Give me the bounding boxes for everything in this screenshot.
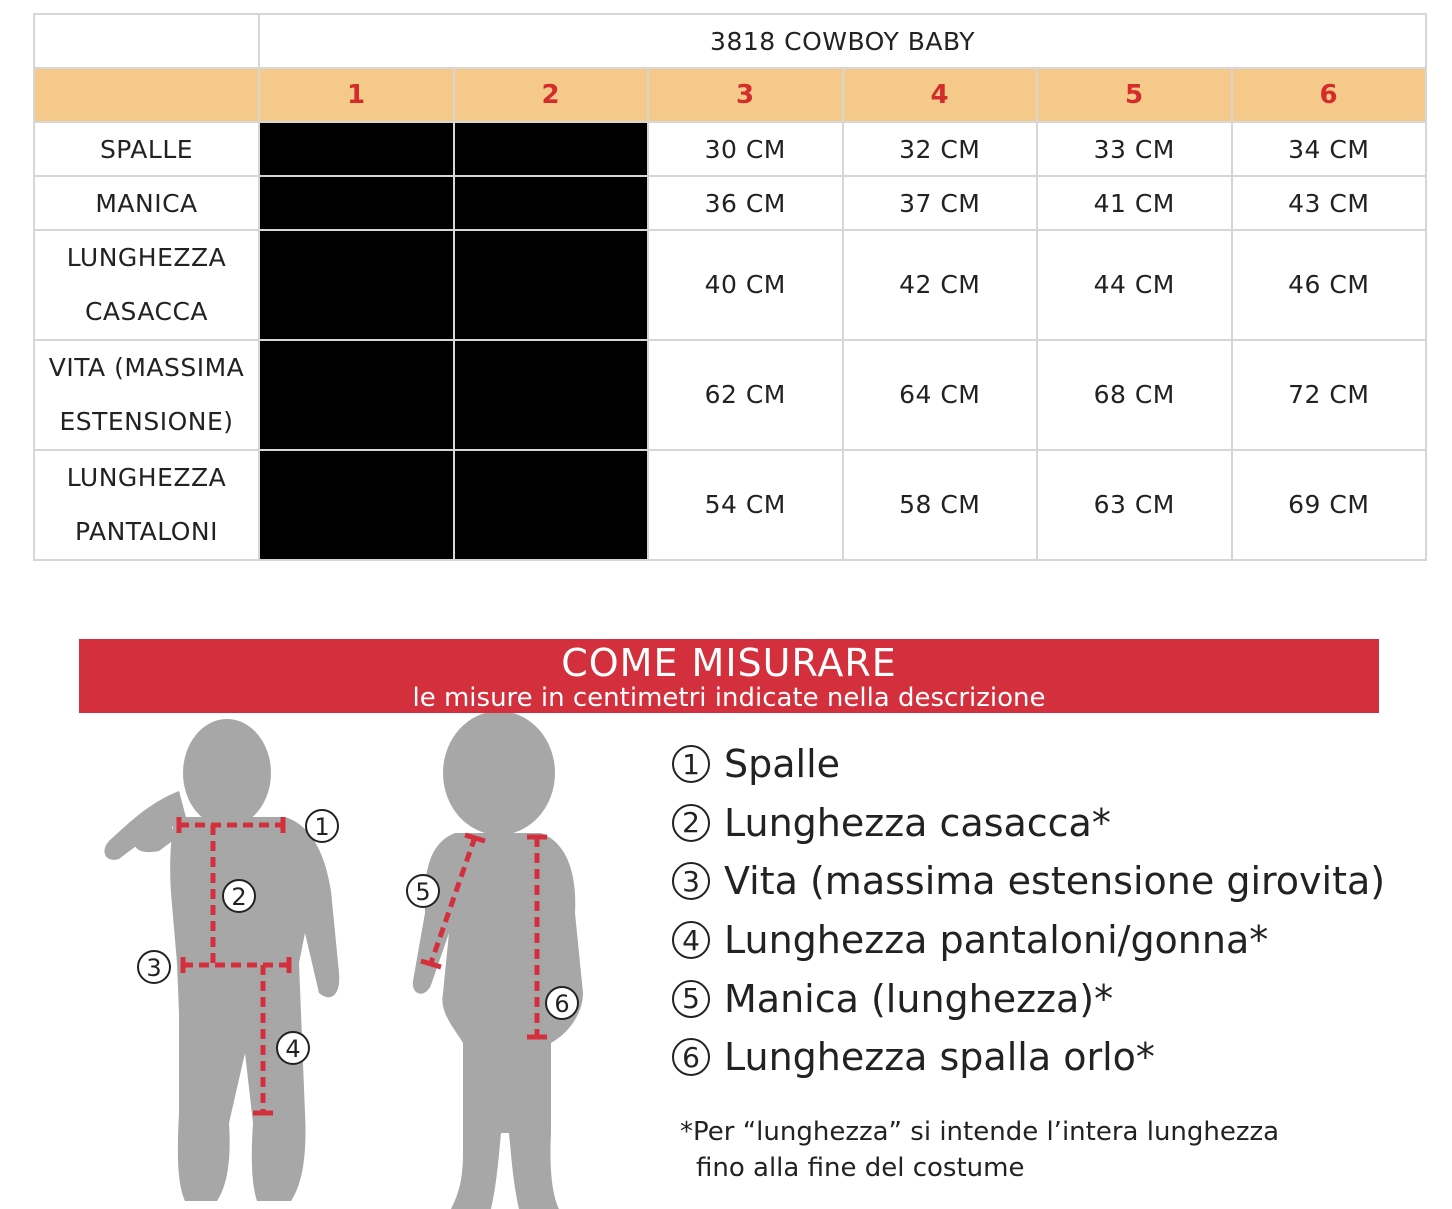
legend-text: Lunghezza spalla orlo* — [724, 1035, 1155, 1080]
size-header-2: 2 — [454, 68, 649, 122]
table-cell: 30 CM — [648, 122, 843, 176]
legend-number-4: 4 — [672, 921, 710, 959]
table-cell: 42 CM — [843, 230, 1038, 340]
table-cell: 54 CM — [648, 450, 843, 560]
legend-number-6: 6 — [672, 1038, 710, 1076]
table-row — [34, 122, 1426, 176]
table-cell: 44 CM — [1037, 230, 1232, 340]
table-cell: 33 CM — [1037, 122, 1232, 176]
size-header-6: 6 — [1232, 68, 1427, 122]
legend-number-1: 1 — [672, 745, 710, 783]
legend-number-3: 3 — [672, 862, 710, 900]
legend-item — [672, 794, 1412, 853]
legend-text: Lunghezza pantaloni/gonna* — [724, 918, 1269, 963]
table-cell: 36 CM — [648, 176, 843, 230]
redacted-cell — [259, 122, 454, 176]
row-label-lunghezza-casacca: LUNGHEZZA CASACCA — [34, 230, 259, 340]
banner-subtitle: le misure in centimetri indicate nella descrizione — [412, 683, 1046, 713]
marker-6 — [546, 987, 578, 1019]
table-row — [34, 450, 1426, 560]
footnote-line-1: *Per “lunghezza” si intende l’intera lunghezza — [680, 1117, 1280, 1147]
table-cell: 32 CM — [843, 122, 1038, 176]
svg-text:2: 2 — [231, 883, 247, 911]
table-cell: 41 CM — [1037, 176, 1232, 230]
legend-text: Lunghezza casacca* — [724, 800, 1111, 845]
how-to-measure-banner — [79, 639, 1379, 713]
size-header-corner — [34, 68, 259, 122]
redacted-cell — [259, 176, 454, 230]
svg-text:1: 1 — [314, 813, 330, 841]
size-header-row — [34, 68, 1426, 122]
size-header-3: 3 — [648, 68, 843, 122]
legend-number-2: 2 — [672, 804, 710, 842]
marker-2 — [223, 880, 255, 912]
marker-3 — [138, 951, 170, 983]
measurement-figures — [79, 713, 639, 1209]
footnote — [680, 1114, 1400, 1186]
svg-text:3: 3 — [146, 954, 162, 982]
legend-text: Manica (lunghezza)* — [724, 976, 1114, 1021]
table-cell: 64 CM — [843, 340, 1038, 450]
row-label-manica: MANICA — [34, 176, 259, 230]
marker-1 — [306, 810, 338, 842]
size-table — [33, 13, 1427, 561]
table-row — [34, 230, 1426, 340]
table-cell: 37 CM — [843, 176, 1038, 230]
legend-item — [672, 969, 1412, 1028]
table-cell: 58 CM — [843, 450, 1038, 560]
title-row — [34, 14, 1426, 68]
row-label-vita: VITA (MASSIMA ESTENSIONE) — [34, 340, 259, 450]
legend-item — [672, 852, 1412, 911]
redacted-cell — [454, 230, 649, 340]
legend-text: Spalle — [724, 742, 841, 787]
measurement-legend — [672, 735, 1412, 1087]
redacted-cell — [259, 450, 454, 560]
table-cell: 34 CM — [1232, 122, 1427, 176]
size-header-1: 1 — [259, 68, 454, 122]
redacted-cell — [454, 340, 649, 450]
svg-text:4: 4 — [285, 1035, 301, 1063]
row-label-lunghezza-pantaloni: LUNGHEZZA PANTALONI — [34, 450, 259, 560]
table-cell: 72 CM — [1232, 340, 1427, 450]
footnote-line-2: fino alla fine del costume — [696, 1153, 1025, 1183]
table-row — [34, 176, 1426, 230]
legend-number-5: 5 — [672, 980, 710, 1018]
corner-cell — [34, 14, 259, 68]
redacted-cell — [454, 122, 649, 176]
legend-item — [672, 911, 1412, 970]
svg-text:6: 6 — [554, 990, 570, 1018]
size-header-4: 4 — [843, 68, 1038, 122]
table-cell: 62 CM — [648, 340, 843, 450]
redacted-cell — [259, 340, 454, 450]
table-row — [34, 340, 1426, 450]
table-cell: 63 CM — [1037, 450, 1232, 560]
table-cell: 43 CM — [1232, 176, 1427, 230]
size-header-5: 5 — [1037, 68, 1232, 122]
marker-4 — [277, 1032, 309, 1064]
row-label-spalle: SPALLE — [34, 122, 259, 176]
child-back-silhouette — [413, 713, 583, 1209]
redacted-cell — [454, 176, 649, 230]
redacted-cell — [259, 230, 454, 340]
table-title: 3818 COWBOY BABY — [259, 14, 1426, 68]
legend-item — [672, 735, 1412, 794]
table-cell: 69 CM — [1232, 450, 1427, 560]
table-cell: 46 CM — [1232, 230, 1427, 340]
marker-5 — [407, 875, 439, 907]
table-cell: 68 CM — [1037, 340, 1232, 450]
table-cell: 40 CM — [648, 230, 843, 340]
banner-title: COME MISURARE — [561, 641, 897, 685]
svg-text:5: 5 — [415, 878, 431, 906]
legend-item — [672, 1028, 1412, 1087]
legend-text: Vita (massima estensione girovita) — [724, 859, 1386, 904]
redacted-cell — [454, 450, 649, 560]
